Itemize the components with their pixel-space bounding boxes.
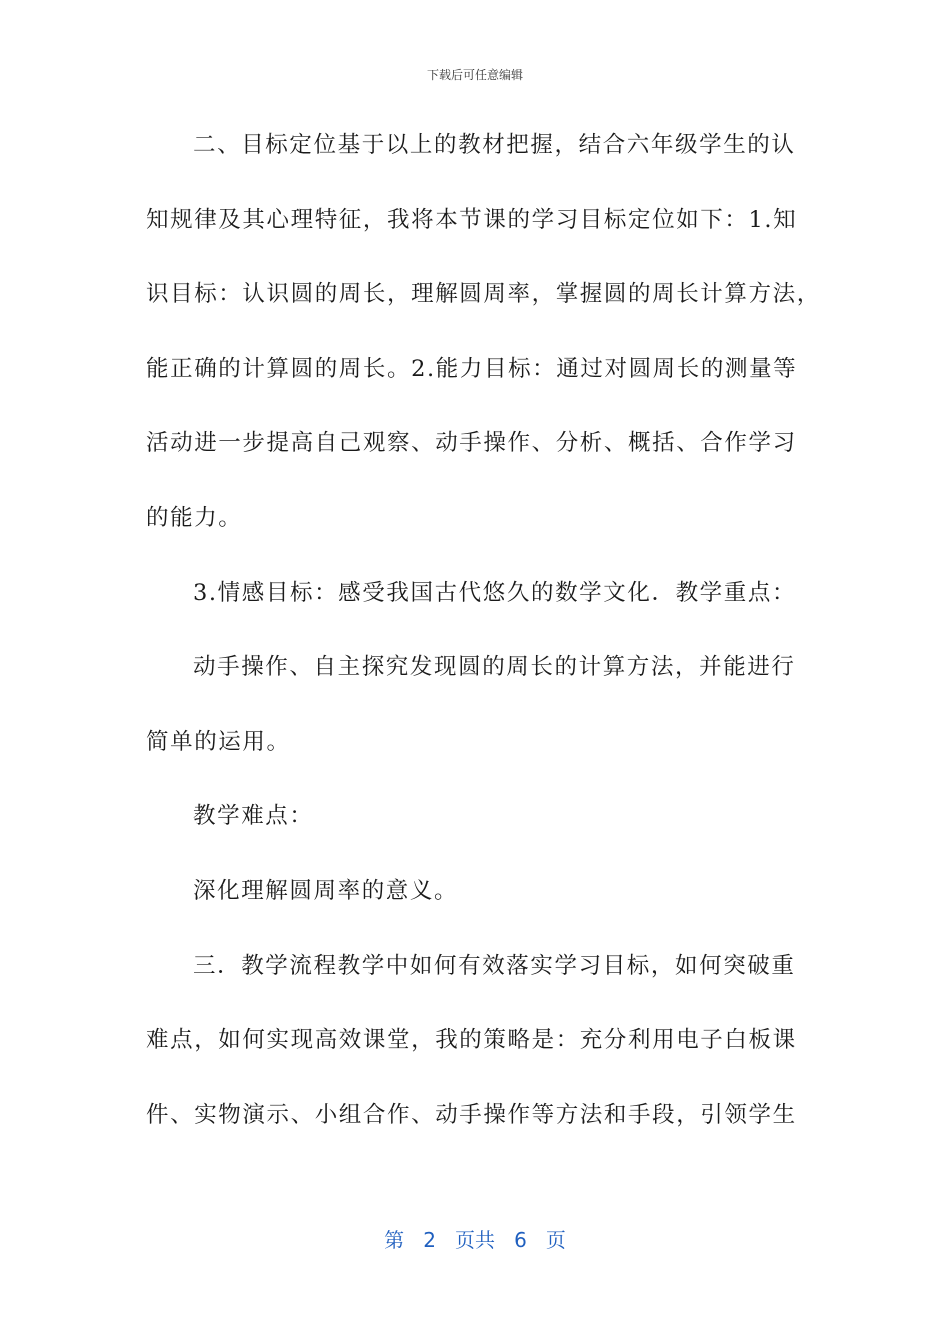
text-line: 二、目标定位基于以上的教材把握，结合六年级学生的认 xyxy=(193,132,796,158)
page-label-suffix: 页 xyxy=(545,1228,566,1252)
text-line: 活动进一步提高自己观察、动手操作、分析、概括、合作学习 xyxy=(146,430,797,457)
text-line: 深化理解圆周率的意义。 xyxy=(193,877,459,904)
current-page-number: 2 xyxy=(423,1228,436,1252)
header-note: 下载后可任意编辑 xyxy=(426,68,523,82)
page-label-mid: 页共 xyxy=(455,1228,495,1252)
text-line: 三．教学流程教学中如何有效落实学习目标，如何突破重 xyxy=(193,952,796,979)
text-line: 3.情感目标：感受我国古代悠久的数学文化．教学重点： xyxy=(193,579,797,606)
page-label-prefix: 第 xyxy=(384,1228,405,1252)
total-pages-number: 6 xyxy=(514,1228,527,1252)
text-line: 能正确的计算圆的周长。2.能力目标：通过对圆周长的测量等 xyxy=(146,355,798,382)
text-line: 识目标：认识圆的周长，理解圆周率，掌握圆的周长计算方法， xyxy=(146,281,821,308)
text-line: 难点，如何实现高效课堂，我的策略是：充分利用电子白板课 xyxy=(146,1027,797,1054)
text-line: 的能力。 xyxy=(146,504,243,531)
document-body xyxy=(146,118,821,1162)
text-line: 件、实物演示、小组合作、动手操作等方法和手段，引领学生 xyxy=(146,1101,797,1128)
text-line: 教学难点： xyxy=(193,803,314,830)
text-line: 简单的运用。 xyxy=(146,728,291,755)
page-footer xyxy=(0,1224,950,1253)
text-line: 知规律及其心理特征，我将本节课的学习目标定位如下：1.知 xyxy=(146,206,798,233)
text-line: 动手操作、自主探究发现圆的周长的计算方法，并能进行 xyxy=(193,654,796,681)
